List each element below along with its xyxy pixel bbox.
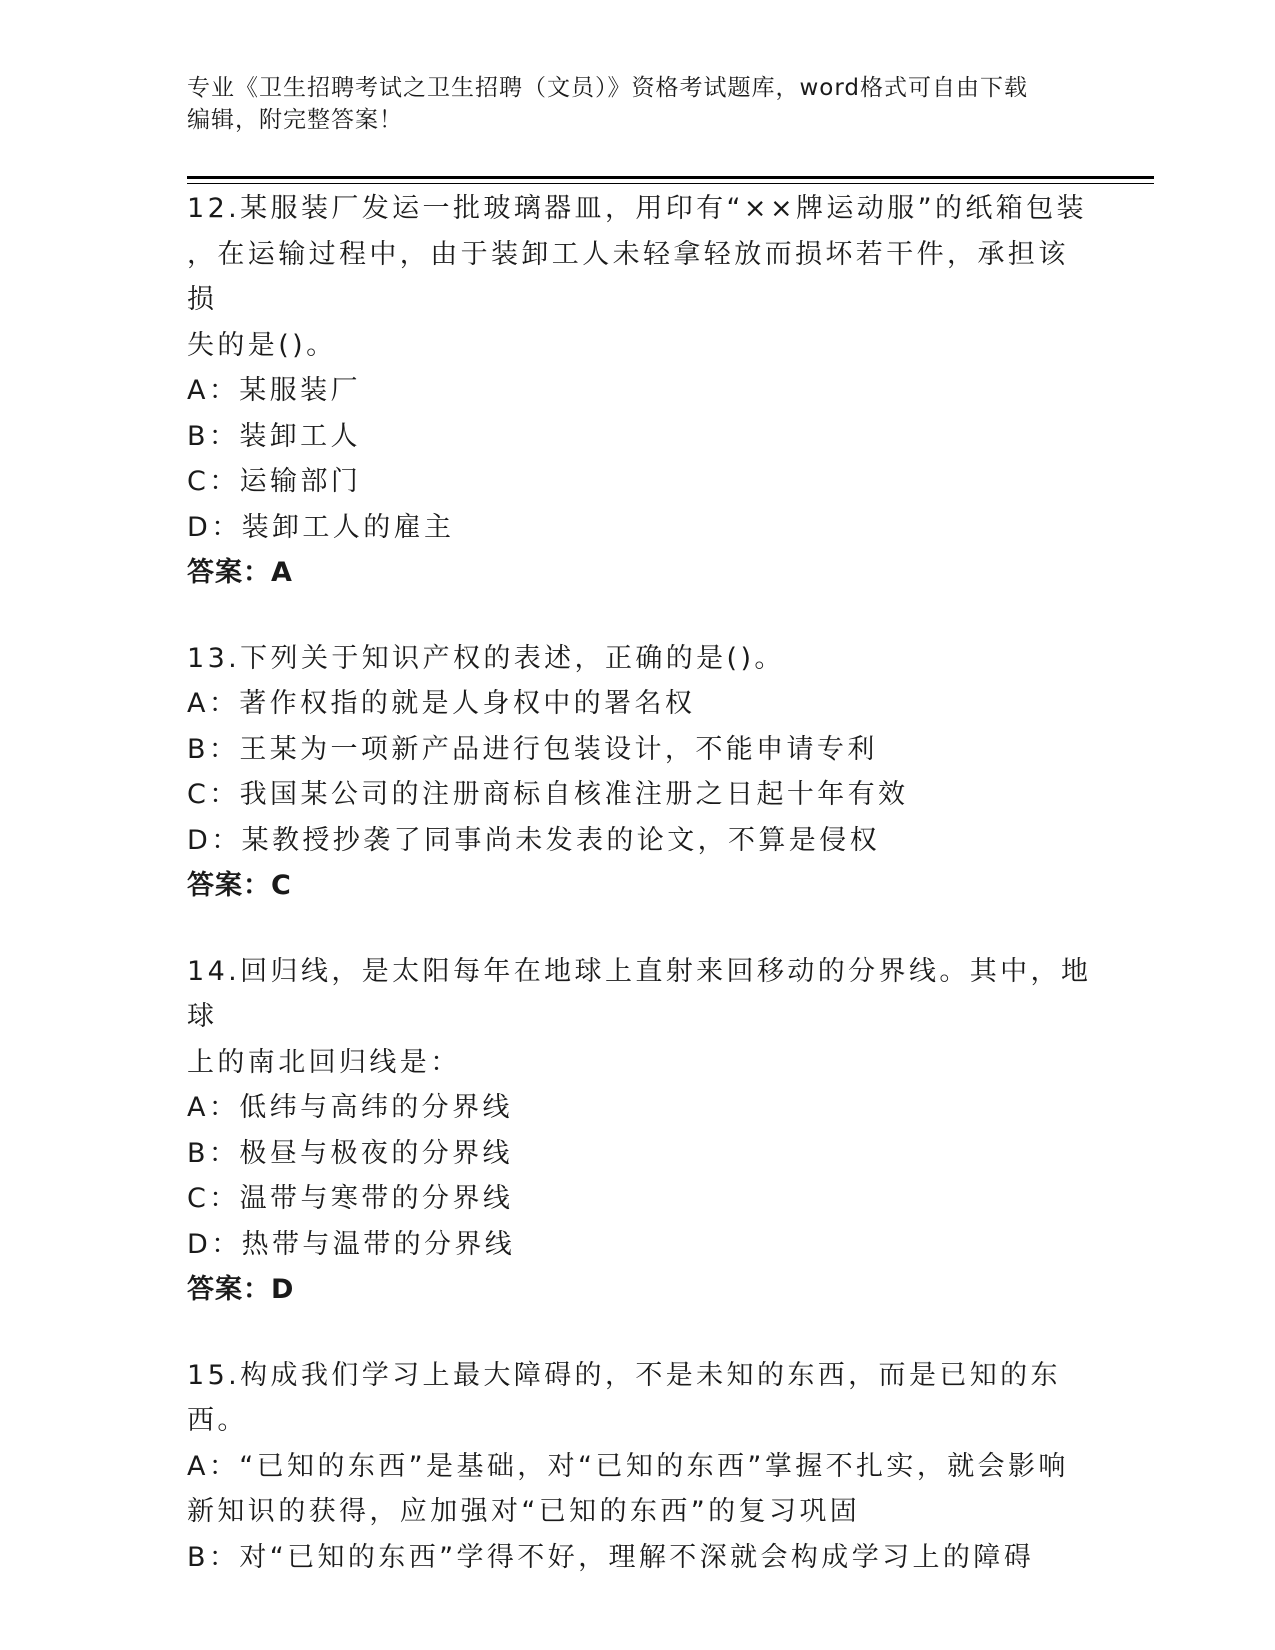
option-a: A：“已知的东西”是基础，对“已知的东西”掌握不扎实，就会影响 [187, 1450, 1069, 1482]
question-stem-line: 14.回归线，是太阳每年在地球上直射来回移动的分界线。其中，地球 [187, 955, 1092, 1032]
option-d: D：某教授抄袭了同事尚未发表的论文，不算是侵权 [187, 824, 880, 856]
option-a: A：低纬与高纬的分界线 [187, 1092, 513, 1123]
question-stem-line: 15.构成我们学习上最大障碍的，不是未知的东西，而是已知的东西。 [187, 1359, 1061, 1436]
question-stem-line: 上的南北回归线是： [187, 1046, 461, 1078]
option-b: B：装卸工人 [187, 420, 361, 452]
option-a-continued: 新知识的获得，应加强对“已知的东西”的复习巩固 [187, 1496, 861, 1527]
option-d: D：热带与温带的分界线 [187, 1228, 516, 1260]
question-12 [187, 186, 1097, 596]
question-stem-line: 12.某服装厂发运一批玻璃器皿，用印有“××牌运动服”的纸箱包装 [187, 193, 1087, 224]
answer: 答案：A [187, 557, 293, 588]
header-divider-thick [187, 176, 1154, 179]
option-b: B：极昼与极夜的分界线 [187, 1137, 513, 1169]
question-15 [187, 1353, 1097, 1581]
header-line-1: 专业《卫生招聘考试之卫生招聘（文员）》资格考试题库，word格式可自由下载 [187, 75, 1029, 101]
option-c: C：运输部门 [187, 466, 362, 497]
option-c: C：温带与寒带的分界线 [187, 1183, 514, 1214]
answer: 答案：D [187, 1274, 295, 1305]
question-stem-line: ，在运输过程中，由于装卸工人未轻拿轻放而损坏若干件，承担该损 [187, 238, 1069, 315]
question-14 [187, 949, 1097, 1313]
option-c: C：我国某公司的注册商标自核准注册之日起十年有效 [187, 779, 909, 810]
question-list [187, 186, 1097, 1580]
option-d: D：装卸工人的雇主 [187, 511, 455, 543]
question-stem-line: 失的是()。 [187, 329, 337, 361]
header-divider-thin [187, 183, 1154, 184]
question-stem-line: 13.下列关于知识产权的表述，正确的是()。 [187, 642, 785, 674]
question-13 [187, 636, 1097, 909]
option-b: B：王某为一项新产品进行包装设计，不能申请专利 [187, 733, 878, 765]
option-a: A：著作权指的就是人身权中的署名权 [187, 688, 696, 719]
option-b: B：对“已知的东西”学得不好，理解不深就会构成学习上的障碍 [187, 1541, 1035, 1573]
option-a: A：某服装厂 [187, 375, 361, 406]
header-line-2: 编辑，附完整答案！ [187, 107, 403, 133]
answer: 答案：C [187, 870, 292, 901]
document-header [187, 72, 1087, 136]
